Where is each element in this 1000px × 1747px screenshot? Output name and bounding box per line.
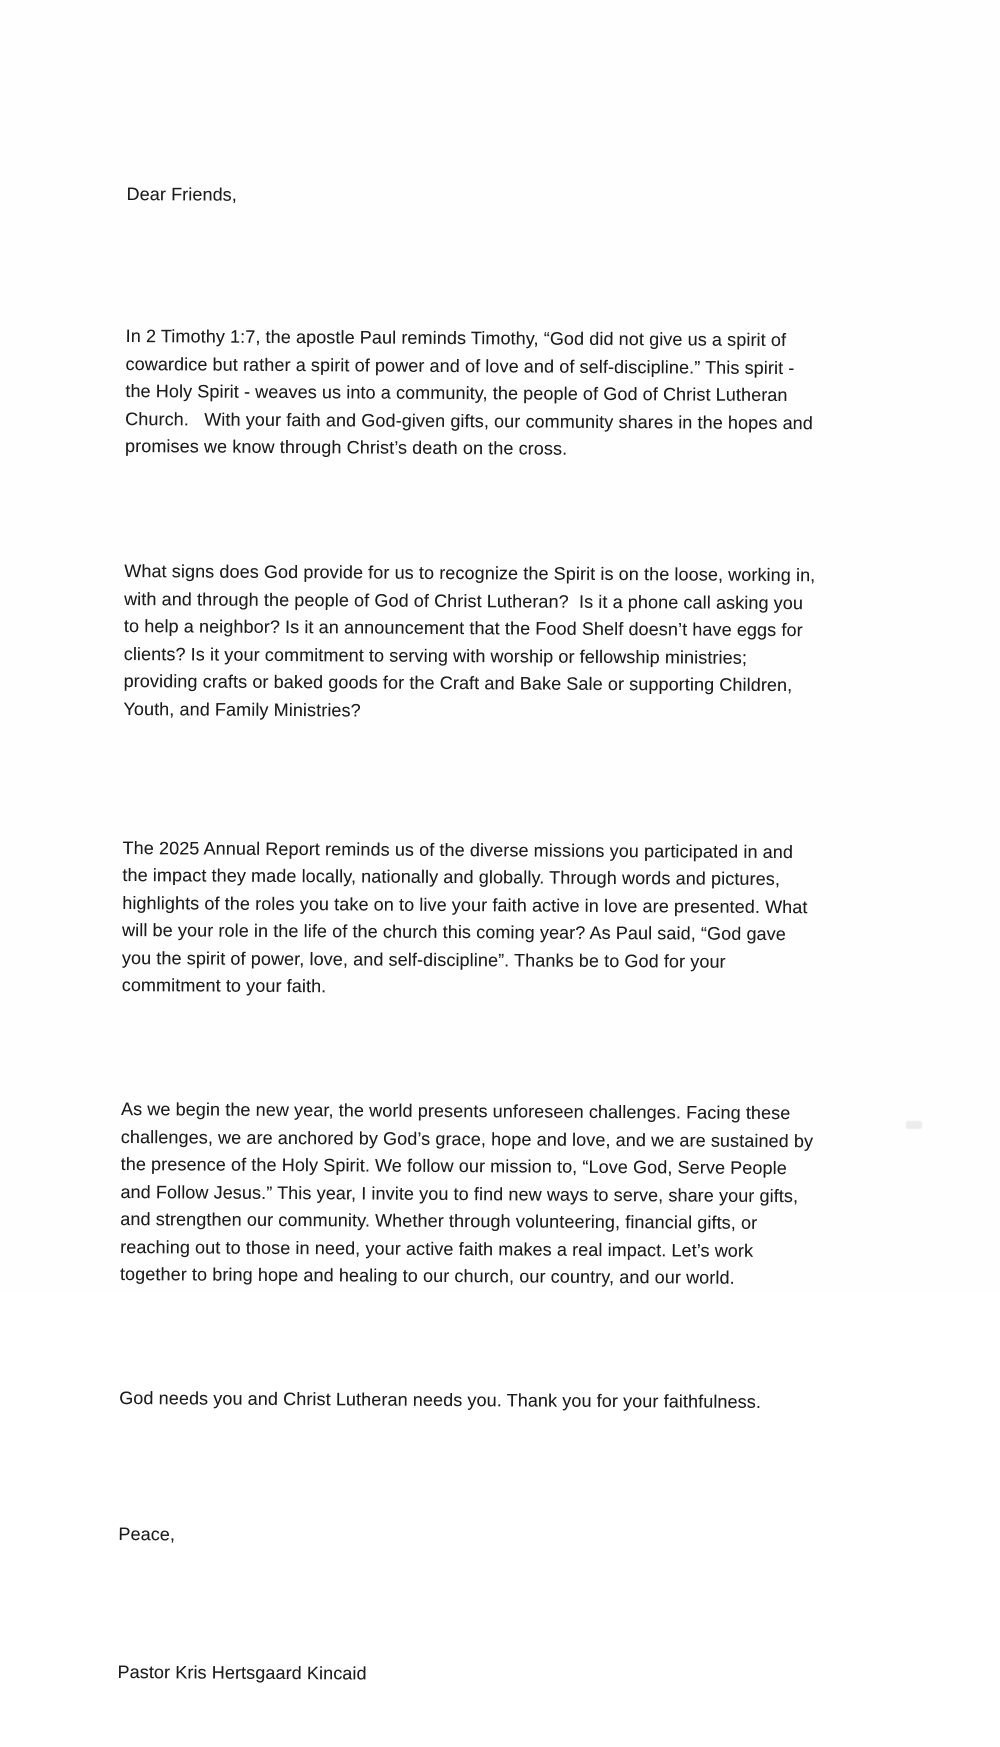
scan-artifact — [906, 1121, 922, 1129]
letter-body — [117, 126, 959, 1747]
paragraph-annual-report: The 2025 Annual Report reminds us of the diverse missions you participated in and the impact they made locally, nationally and globally. Through words and pictures, highlights of the roles you take on to live your faith active in love are presented. What will be your role in the life of the church this coming year? As Paul said, “God gave you the spirit of power, love, and self-discipline”. Thanks be to God for your commitment to your faith. — [121, 837, 808, 997]
paragraph-signs-of-spirit: What signs does God provide for us to recognize the Spirit is on the loose, working in, with and through the people of God of Christ Lutheran? Is it a phone call asking you to help a neighbor? Is it an announcement that the Food Shelf doesn’t have eggs for clients? Is it your commitment to serving with worship or fellowship ministries; providing crafts or baked goods for the Craft and Bake Sale or supporting Children, Youth, and Family Ministries? — [123, 560, 816, 720]
salutation: Dear Friends, — [126, 183, 237, 205]
paragraph-thanks: God needs you and Christ Lutheran needs you. Thank you for your faithfulness. — [119, 1387, 762, 1412]
signature: Pastor Kris Hertsgaard Kincaid — [117, 1661, 367, 1684]
paragraph-new-year: As we begin the new year, the world presents unforeseen challenges. Facing these challenges, we are anchored by God’s grace, hope and love, and we are sustained by the presence of the Holy Spirit. We follow our mission to, “Love God, Serve People and Follow Jesus.” This year, I invite you to find new ways to serve, share your gifts, and strengthen our community. Whether through volunteering, financial gifts, or reaching out to those in need, your active faith makes a real impact. Let’s work together to bring hope and healing to our church, our country, and our world. — [119, 1098, 814, 1288]
paragraph-scripture-intro: In 2 Timothy 1:7, the apostle Paul reminds Timothy, “God did not give us a spirit of cowardice but rather a spirit of power and of love and of self-discipline.” This spirit - the Holy Spirit - weaves us into a community, the people of God of Christ Lutheran Church. With your faith and God-given gifts, our community shares in the hopes and promises we know through Christ’s death on the cross. — [124, 325, 814, 459]
closing: Peace, — [118, 1523, 176, 1545]
